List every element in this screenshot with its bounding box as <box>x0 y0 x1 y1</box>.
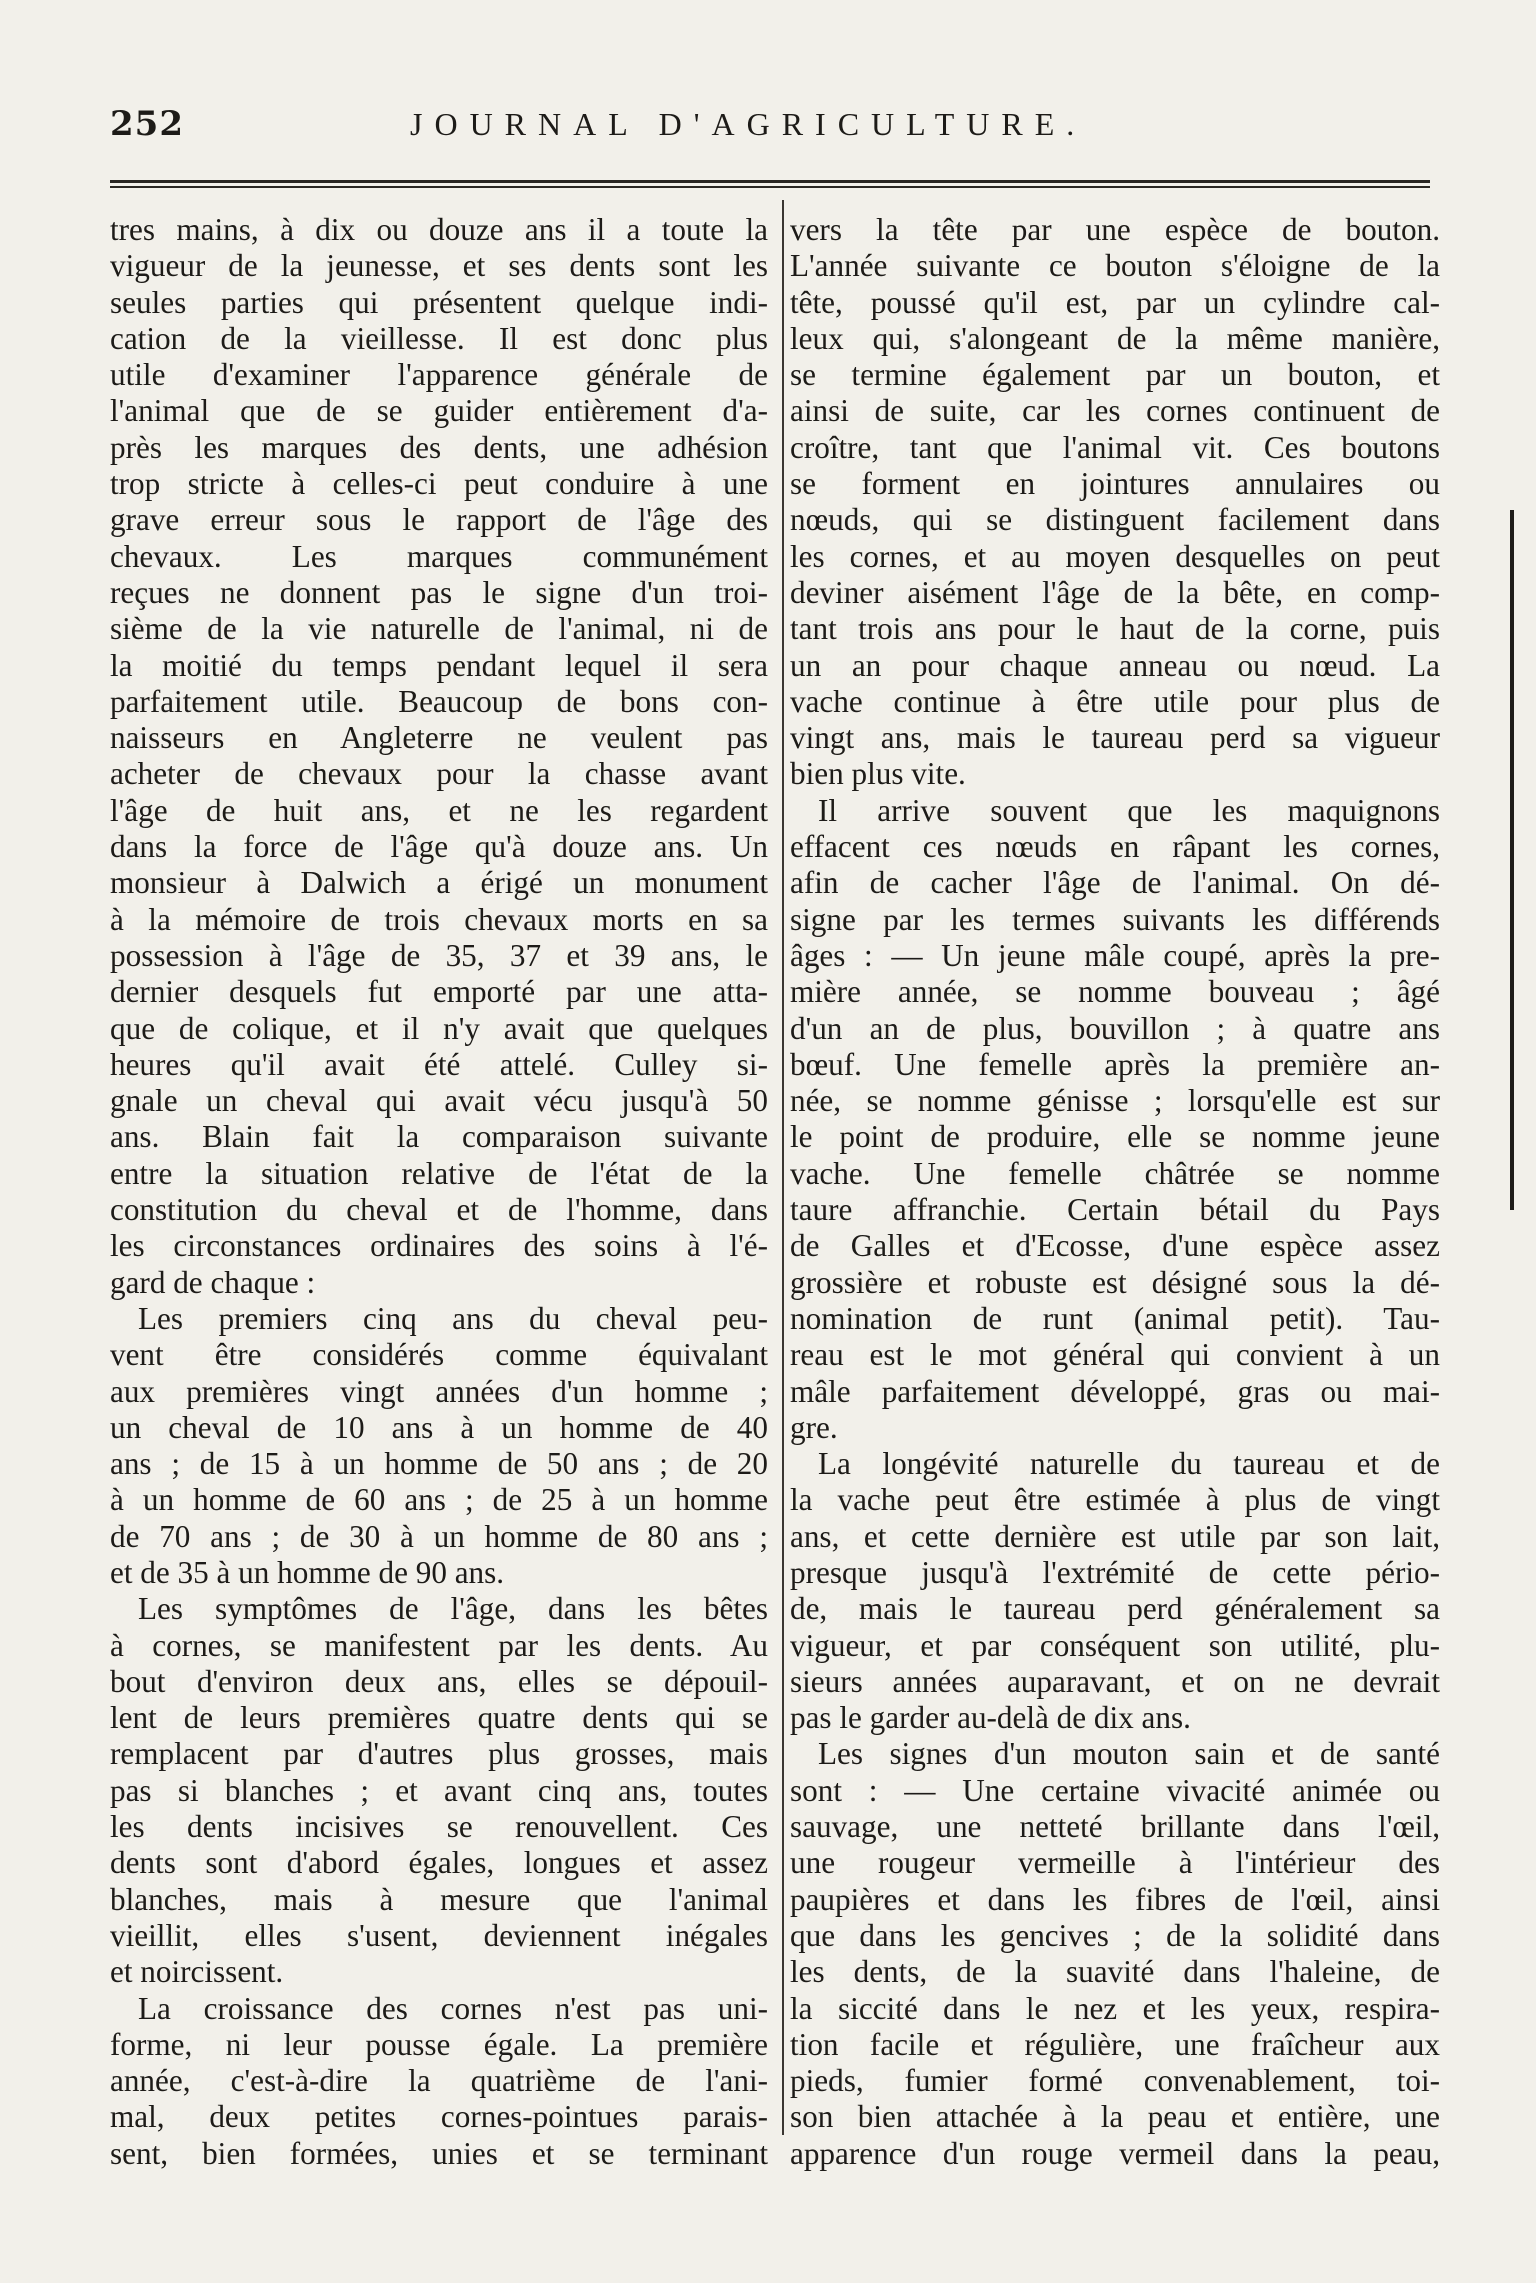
text-line: entre la situation relative de l'état de la <box>110 1155 768 1191</box>
text-line: à la mémoire de trois chevaux morts en sa <box>110 901 768 937</box>
text-line: sième de la vie naturelle de l'animal, ni de <box>110 611 768 647</box>
text-line: aux premières vingt années d'un homme ; <box>110 1373 768 1409</box>
text-line: de Galles et d'Ecosse, d'une espèce assez <box>790 1228 1440 1264</box>
text-line: à cornes, se manifestent par les dents. Au <box>110 1627 768 1663</box>
text-line: bien plus vite. <box>790 756 966 792</box>
text-line: près les marques des dents, une adhésion <box>110 429 768 465</box>
header-rule <box>110 180 1430 188</box>
text-line: se termine également par un bouton, et <box>790 357 1440 393</box>
text-line: sent, bien formées, unies et se terminant <box>110 2135 768 2171</box>
text-line: Les signes d'un mouton sain et de santé <box>818 1736 1440 1772</box>
right-column <box>790 212 1440 2172</box>
text-line: Les symptômes de l'âge, dans les bêtes <box>138 1591 768 1627</box>
text-line: vache continue à être utile pour plus de <box>790 683 1440 719</box>
text-line: reçues ne donnent pas le signe d'un troi- <box>110 574 768 610</box>
text-line: gard de chaque : <box>110 1264 316 1300</box>
text-line: une rougeur vermeille à l'intérieur des <box>790 1845 1440 1881</box>
text-line: sauvage, une netteté brillante dans l'œil, <box>790 1809 1440 1845</box>
text-line: signe par les termes suivants les différends <box>790 901 1440 937</box>
text-line: dernier desquels fut emporté par une atta- <box>110 974 768 1010</box>
text-line: forme, ni leur pousse égale. La première <box>110 2026 768 2062</box>
page-header <box>110 104 1410 154</box>
text-line: leux qui, s'alongeant de la même manière, <box>790 320 1440 356</box>
text-line: tres mains, à dix ou douze ans il a toute la <box>110 212 768 247</box>
text-line: utile d'examiner l'apparence générale de <box>110 357 768 393</box>
text-line: bœuf. Une femelle après la première an- <box>790 1046 1440 1082</box>
text-line: paupières et dans les fibres de l'œil, ainsi <box>790 1881 1440 1917</box>
text-line: possession à l'âge de 35, 37 et 39 ans, le <box>110 937 768 973</box>
text-line: âges : — Un jeune mâle coupé, après la pre- <box>790 937 1440 973</box>
text-line: vigueur, et par conséquent son utilité, plu- <box>790 1627 1440 1663</box>
text-line: vigueur de la jeunesse, et ses dents sont les <box>110 248 768 284</box>
text-line: grossière et robuste est désigné sous la dé- <box>790 1264 1440 1300</box>
text-line: l'âge de huit ans, et ne les regardent <box>110 792 768 828</box>
text-line: afin de cacher l'âge de l'animal. On dé- <box>790 865 1440 901</box>
text-line: un an pour chaque anneau ou nœud. La <box>790 647 1440 683</box>
text-line: remplacent par d'autres plus grosses, mais <box>110 1736 768 1772</box>
text-line: vent être considérés comme équivalant <box>110 1337 768 1373</box>
text-line: mal, deux petites cornes-pointues parais- <box>110 2099 768 2135</box>
text-line: blanches, mais à mesure que l'animal <box>110 1881 768 1917</box>
text-line: bout d'environ deux ans, elles se dépouil- <box>110 1663 768 1699</box>
text-line: apparence d'un rouge vermeil dans la peau, <box>790 2135 1440 2171</box>
text-line: taure affranchie. Certain bétail du Pays <box>790 1192 1440 1228</box>
text-line: vieillit, elles s'usent, deviennent inégales <box>110 1917 768 1953</box>
text-line: de, mais le taureau perd généralement sa <box>790 1591 1440 1627</box>
text-line: vers la tête par une espèce de bouton. <box>790 212 1440 247</box>
text-line: l'animal que de se guider entièrement d'a- <box>110 393 768 429</box>
text-line: ans ; de 15 à un homme de 50 ans ; de 20 <box>110 1446 768 1482</box>
text-line: tête, poussé qu'il est, par un cylindre cal- <box>790 284 1440 320</box>
text-line: Les premiers cinq ans du cheval peu- <box>138 1300 768 1336</box>
text-line: parfaitement utile. Beaucoup de bons con- <box>110 683 768 719</box>
text-line: vache. Une femelle châtrée se nomme <box>790 1155 1440 1191</box>
text-line: acheter de chevaux pour la chasse avant <box>110 756 768 792</box>
text-line: que de colique, et il n'y avait que quelques <box>110 1010 768 1046</box>
text-line: ans. Blain fait la comparaison suivante <box>110 1119 768 1155</box>
text-line: presque jusqu'à l'extrémité de cette pério- <box>790 1554 1440 1590</box>
text-line: effacent ces nœuds en râpant les cornes, <box>790 829 1440 865</box>
text-line: seules parties qui présentent quelque indi- <box>110 284 768 320</box>
text-line: pas le garder au-delà de dix ans. <box>790 1700 1191 1736</box>
text-line: heures qu'il avait été attelé. Culley si- <box>110 1046 768 1082</box>
page-number: 252 <box>110 104 184 144</box>
text-line: mière année, se nomme bouveau ; âgé <box>790 974 1440 1010</box>
text-line: la moitié du temps pendant lequel il sera <box>110 647 768 683</box>
text-line: les circonstances ordinaires des soins à l'é- <box>110 1228 768 1264</box>
text-line: un cheval de 10 ans à un homme de 40 <box>110 1409 768 1445</box>
text-line: d'un an de plus, bouvillon ; à quatre ans <box>790 1010 1440 1046</box>
text-line: deviner aisément l'âge de la bête, en comp- <box>790 574 1440 610</box>
text-line: que dans les gencives ; de la solidité dans <box>790 1917 1440 1953</box>
text-line: croître, tant que l'animal vit. Ces boutons <box>790 429 1440 465</box>
text-line: les dents, de la suavité dans l'haleine, de <box>790 1954 1440 1990</box>
text-line: sieurs années auparavant, et on ne devrait <box>790 1663 1440 1699</box>
text-line: gre. <box>790 1409 838 1445</box>
text-line: dans la force de l'âge qu'à douze ans. Un <box>110 829 768 865</box>
text-line: nœuds, qui se distinguent facilement dans <box>790 502 1440 538</box>
text-line: gnale un cheval qui avait vécu jusqu'à 50 <box>110 1083 768 1119</box>
text-line: la siccité dans le nez et les yeux, respira- <box>790 1990 1440 2026</box>
text-line: son bien attachée à la peau et entière, une <box>790 2099 1440 2135</box>
text-line: naisseurs en Angleterre ne veulent pas <box>110 720 768 756</box>
text-line: de 70 ans ; de 30 à un homme de 80 ans ; <box>110 1518 768 1554</box>
text-line: chevaux. Les marques communément <box>110 538 768 574</box>
text-line: et de 35 à un homme de 90 ans. <box>110 1554 505 1590</box>
text-line: année, c'est-à-dire la quatrième de l'ani- <box>110 2063 768 2099</box>
text-line: trop stricte à celles-ci peut conduire à une <box>110 466 768 502</box>
text-line: tion facile et régulière, une fraîcheur aux <box>790 2026 1440 2062</box>
text-line: pieds, fumier formé convenablement, toi- <box>790 2063 1440 2099</box>
text-line: ainsi de suite, car les cornes continuent de <box>790 393 1440 429</box>
text-line: La longévité naturelle du taureau et de <box>818 1446 1440 1482</box>
text-line: pas si blanches ; et avant cinq ans, toutes <box>110 1772 768 1808</box>
text-line: vingt ans, mais le taureau perd sa vigueur <box>790 720 1440 756</box>
left-column <box>110 212 768 2172</box>
text-line: ans, et cette dernière est utile par son lait, <box>790 1518 1440 1554</box>
text-line: reau est le mot général qui convient à un <box>790 1337 1440 1373</box>
running-title: JOURNAL D'AGRICULTURE. <box>410 106 1087 142</box>
text-line: monsieur à Dalwich a érigé un monument <box>110 865 768 901</box>
column-divider <box>782 200 784 2135</box>
text-line: La croissance des cornes n'est pas uni- <box>138 1990 768 2026</box>
text-line: se forment en jointures annulaires ou <box>790 466 1440 502</box>
margin-mark <box>1510 510 1514 1210</box>
text-line: mâle parfaitement développé, gras ou mai- <box>790 1373 1440 1409</box>
text-line: à un homme de 60 ans ; de 25 à un homme <box>110 1482 768 1518</box>
text-line: lent de leurs premières quatre dents qui se <box>110 1700 768 1736</box>
text-line: Il arrive souvent que les maquignons <box>818 792 1440 828</box>
text-line: née, se nomme génisse ; lorsqu'elle est sur <box>790 1083 1440 1119</box>
text-line: constitution du cheval et de l'homme, dans <box>110 1192 768 1228</box>
text-line: la vache peut être estimée à plus de vingt <box>790 1482 1440 1518</box>
text-line: les cornes, et au moyen desquelles on peut <box>790 538 1440 574</box>
text-line: cation de la vieillesse. Il est donc plus <box>110 320 768 356</box>
text-line: les dents incisives se renouvellent. Ces <box>110 1809 768 1845</box>
text-line: grave erreur sous le rapport de l'âge des <box>110 502 768 538</box>
text-line: et noircissent. <box>110 1954 284 1990</box>
text-line: L'année suivante ce bouton s'éloigne de la <box>790 248 1440 284</box>
text-line: nomination de runt (animal petit). Tau- <box>790 1300 1440 1336</box>
text-line: tant trois ans pour le haut de la corne, puis <box>790 611 1440 647</box>
text-line: sont : — Une certaine vivacité animée ou <box>790 1772 1440 1808</box>
text-line: dents sont d'abord égales, longues et assez <box>110 1845 768 1881</box>
text-line: le point de produire, elle se nomme jeune <box>790 1119 1440 1155</box>
